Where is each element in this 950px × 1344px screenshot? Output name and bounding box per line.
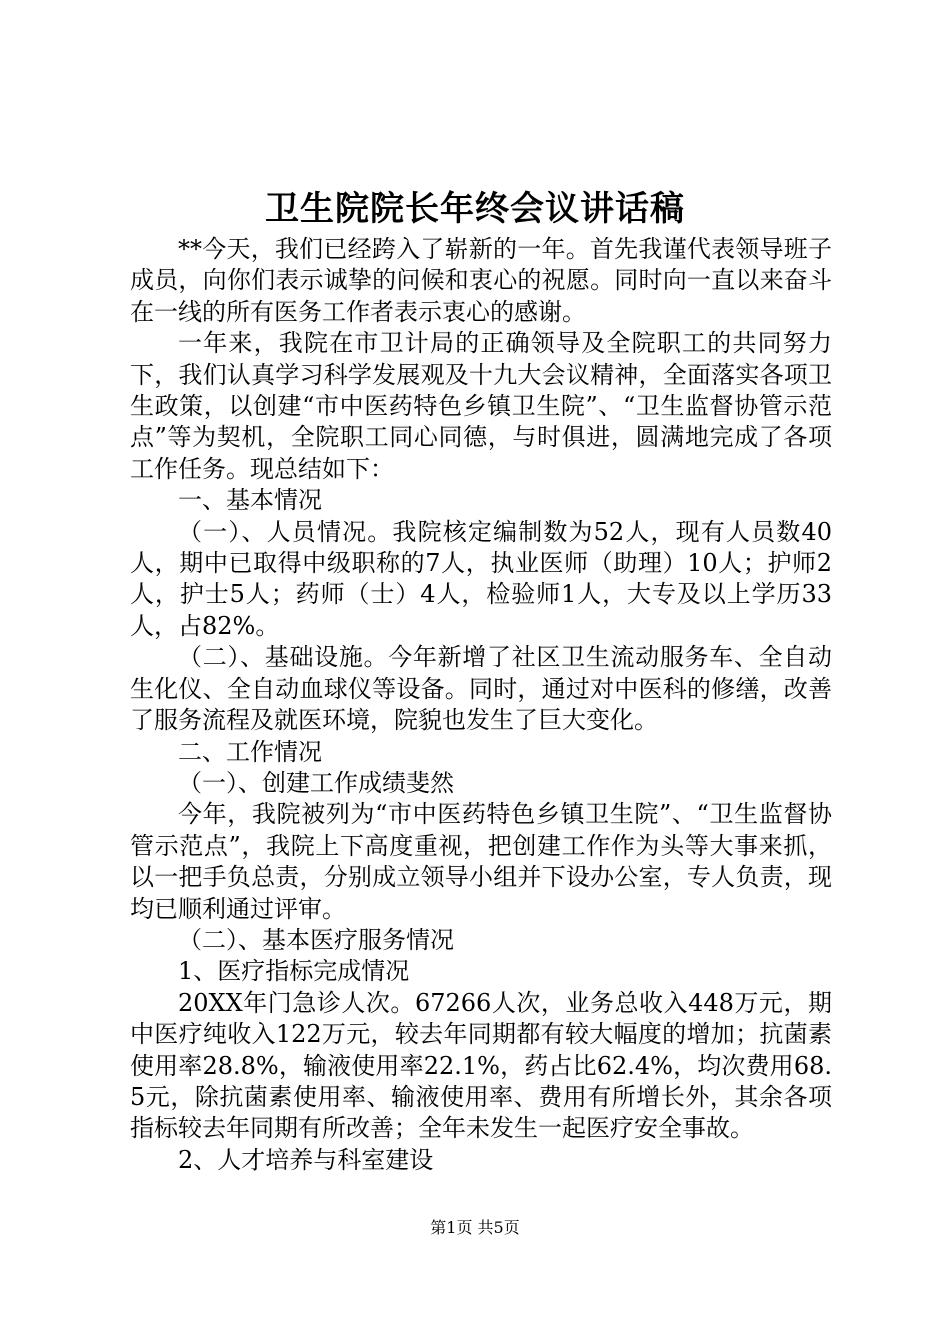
section-heading-basic: 一、基本情况 xyxy=(178,486,322,515)
item-heading-indicators: 1、医疗指标完成情况 xyxy=(178,957,410,986)
paragraph-creation: 今年，我院被列为“市中医药特色乡镇卫生院”、“卫生监督协管示范点”，我院上下高度重视，把创建工作作为头等大事来抓，以一把手负总责，分别成立领导小组并下设办公室，专人负责，现均已顺利通过评审。 xyxy=(130,800,832,923)
paragraph-greeting: **今天，我们已经跨入了崭新的一年。首先我谨代表领导班子成员，向你们表示诚挚的问候和衷心的祝愿。同时向一直以来奋斗在一线的所有医务工作者表示衷心的感谢。 xyxy=(130,235,832,326)
document-title: 卫生院院长年终会议讲话稿 xyxy=(265,189,685,229)
paragraph-staff: （一）、人员情况。我院核定编制数为52人，现有人员数40人，期中已取得中级职称的7人，执业医师（助理）10人；护师2人，护士5人；药师（士）4人，检验师1人，大专及以上学历33人，占82%。 xyxy=(130,517,832,640)
document-body xyxy=(130,234,832,1176)
subsection-heading-creation: （一）、创建工作成绩斐然 xyxy=(178,768,454,797)
subsection-heading-medical: （二）、基本医疗服务情况 xyxy=(178,925,454,954)
item-heading-talent: 2、人才培养与科室建设 xyxy=(178,1145,434,1174)
paragraph-facilities: （二）、基础设施。今年新增了社区卫生流动服务车、全自动生化仪、全自动血球仪等设备。同时，通过对中医科的修缮，改善了服务流程及就医环境，院貌也发生了巨大变化。 xyxy=(130,643,832,735)
page-number: 第1页 共5页 xyxy=(430,1218,520,1237)
section-heading-work: 二、工作情况 xyxy=(178,737,322,766)
paragraph-indicators: 20XX年门急诊人次。67266人次，业务总收入448万元，期中医疗纯收入122万元，较去年同期都有较大幅度的增加；抗菌素使用率28.8%，输液使用率22.1%，药占比62.4%，均次费用68.5元，除抗菌素使用率、输液使用率、费用有所增长外，其余各项指标较去年同期有所改善；全年未发生一起医疗安全事故。 xyxy=(130,988,832,1143)
paragraph-year-summary: 一年来，我院在市卫计局的正确领导及全院职工的共同努力下，我们认真学习科学发展观及十九大会议精神，全面落实各项卫生政策，以创建“市中医药特色乡镇卫生院”、“卫生监督协管示范点”等为契机，全院职工同心同德，与时俱进，圆满地完成了各项工作任务。现总结如下： xyxy=(130,329,832,483)
